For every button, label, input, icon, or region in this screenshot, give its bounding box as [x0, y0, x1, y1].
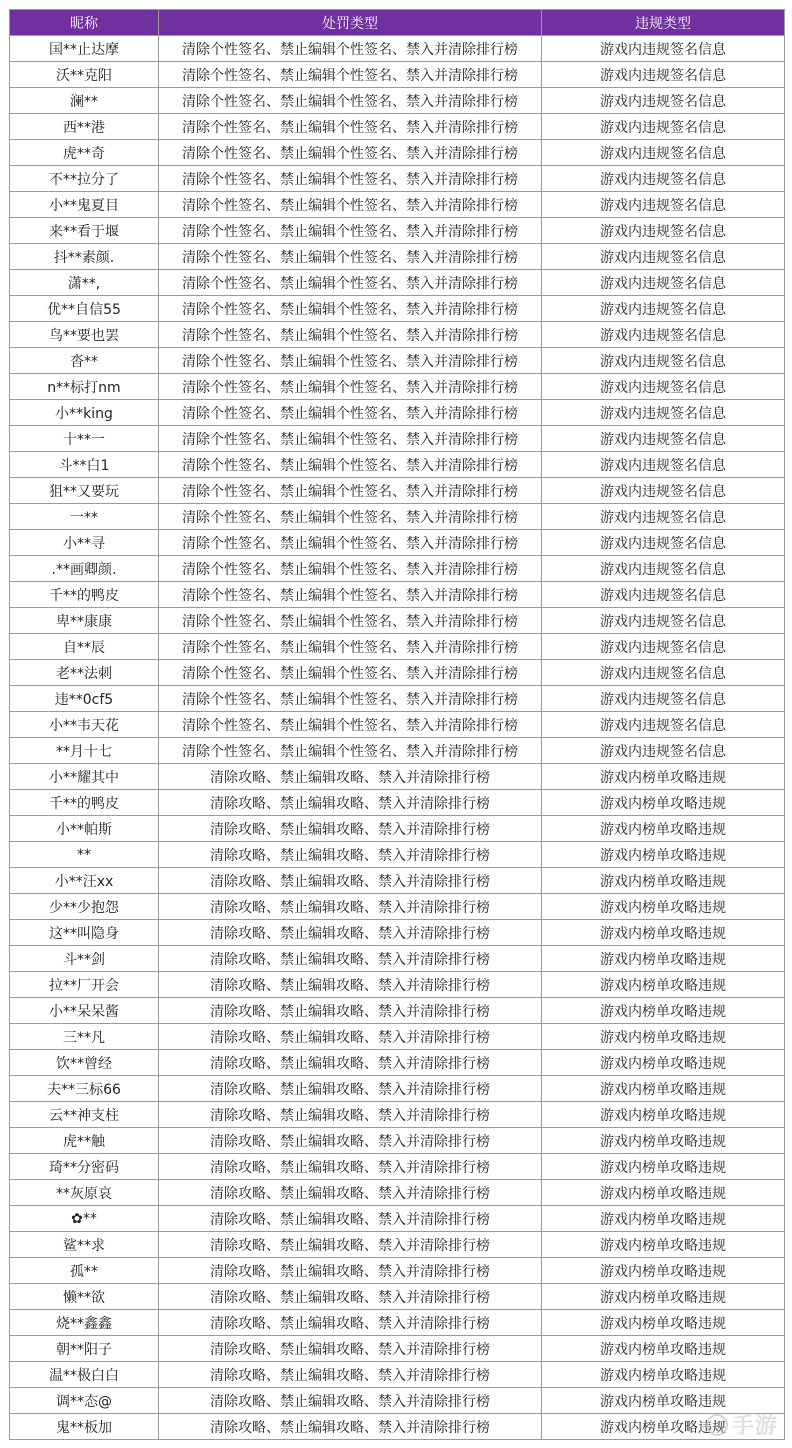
- cell-violation-type: 游戏内榜单攻略违规: [542, 1284, 785, 1310]
- cell-penalty-type: 清除个性签名、禁止编辑个性签名、禁入并清除排行榜: [159, 478, 542, 504]
- cell-nickname: 夫**三标66: [10, 1076, 159, 1102]
- cell-nickname: 鲨**求: [10, 1232, 159, 1258]
- cell-violation-type: 游戏内榜单攻略违规: [542, 1024, 785, 1050]
- cell-violation-type: 游戏内榜单攻略违规: [542, 1154, 785, 1180]
- cell-penalty-type: 清除个性签名、禁止编辑个性签名、禁入并清除排行榜: [159, 114, 542, 140]
- cell-violation-type: 游戏内违规签名信息: [542, 166, 785, 192]
- cell-nickname: 优**自信55: [10, 296, 159, 322]
- table-row: [10, 374, 785, 400]
- cell-nickname: 小**寻: [10, 530, 159, 556]
- cell-violation-type: 游戏内违规签名信息: [542, 140, 785, 166]
- cell-violation-type: 游戏内榜单攻略违规: [542, 1258, 785, 1284]
- cell-penalty-type: 清除个性签名、禁止编辑个性签名、禁入并清除排行榜: [159, 400, 542, 426]
- cell-nickname: 调**态@: [10, 1388, 159, 1414]
- cell-penalty-type: 清除攻略、禁止编辑攻略、禁入并清除排行榜: [159, 1180, 542, 1206]
- table-row: [10, 660, 785, 686]
- table-row: [10, 1076, 785, 1102]
- cell-nickname: 千**的鸭皮: [10, 582, 159, 608]
- cell-violation-type: 游戏内违规签名信息: [542, 348, 785, 374]
- cell-nickname: 违**0cf5: [10, 686, 159, 712]
- cell-violation-type: 游戏内榜单攻略违规: [542, 1310, 785, 1336]
- cell-nickname: 云**神支柱: [10, 1102, 159, 1128]
- cell-violation-type: 游戏内榜单攻略违规: [542, 1336, 785, 1362]
- table-row: [10, 1336, 785, 1362]
- header-nickname: 昵称: [10, 10, 159, 36]
- cell-penalty-type: 清除攻略、禁止编辑攻略、禁入并清除排行榜: [159, 842, 542, 868]
- cell-penalty-type: 清除攻略、禁止编辑攻略、禁入并清除排行榜: [159, 868, 542, 894]
- cell-penalty-type: 清除攻略、禁止编辑攻略、禁入并清除排行榜: [159, 764, 542, 790]
- cell-nickname: 澜**: [10, 88, 159, 114]
- table-row: [10, 1206, 785, 1232]
- cell-violation-type: 游戏内榜单攻略违规: [542, 868, 785, 894]
- table-row: [10, 868, 785, 894]
- cell-violation-type: 游戏内违规签名信息: [542, 478, 785, 504]
- cell-penalty-type: 清除攻略、禁止编辑攻略、禁入并清除排行榜: [159, 1362, 542, 1388]
- cell-violation-type: 游戏内榜单攻略违规: [542, 1128, 785, 1154]
- cell-penalty-type: 清除个性签名、禁止编辑个性签名、禁入并清除排行榜: [159, 582, 542, 608]
- cell-penalty-type: 清除个性签名、禁止编辑个性签名、禁入并清除排行榜: [159, 348, 542, 374]
- table-row: [10, 452, 785, 478]
- cell-penalty-type: 清除个性签名、禁止编辑个性签名、禁入并清除排行榜: [159, 192, 542, 218]
- table-header-row: [10, 10, 785, 36]
- cell-nickname: 不**拉分了: [10, 166, 159, 192]
- cell-nickname: 鬼**板加: [10, 1414, 159, 1440]
- table-row: [10, 62, 785, 88]
- table-row: [10, 426, 785, 452]
- cell-penalty-type: 清除攻略、禁止编辑攻略、禁入并清除排行榜: [159, 972, 542, 998]
- cell-penalty-type: 清除攻略、禁止编辑攻略、禁入并清除排行榜: [159, 946, 542, 972]
- cell-violation-type: 游戏内违规签名信息: [542, 582, 785, 608]
- table-row: [10, 114, 785, 140]
- cell-violation-type: 游戏内违规签名信息: [542, 556, 785, 582]
- cell-penalty-type: 清除攻略、禁止编辑攻略、禁入并清除排行榜: [159, 920, 542, 946]
- cell-violation-type: 游戏内违规签名信息: [542, 660, 785, 686]
- cell-nickname: 朝**阳子: [10, 1336, 159, 1362]
- table-row: [10, 1258, 785, 1284]
- cell-nickname: 西**港: [10, 114, 159, 140]
- cell-nickname: 狙**又要玩: [10, 478, 159, 504]
- cell-nickname: 三**凡: [10, 1024, 159, 1050]
- cell-violation-type: 游戏内违规签名信息: [542, 504, 785, 530]
- cell-penalty-type: 清除个性签名、禁止编辑个性签名、禁入并清除排行榜: [159, 452, 542, 478]
- table-row: [10, 1362, 785, 1388]
- cell-nickname: 少**少抱怨: [10, 894, 159, 920]
- cell-penalty-type: 清除攻略、禁止编辑攻略、禁入并清除排行榜: [159, 790, 542, 816]
- cell-nickname: 温**极白白: [10, 1362, 159, 1388]
- table-row: [10, 400, 785, 426]
- cell-penalty-type: 清除攻略、禁止编辑攻略、禁入并清除排行榜: [159, 1024, 542, 1050]
- cell-nickname: 沃**克阳: [10, 62, 159, 88]
- table-row: [10, 738, 785, 764]
- cell-violation-type: 游戏内榜单攻略违规: [542, 1076, 785, 1102]
- cell-violation-type: 游戏内违规签名信息: [542, 88, 785, 114]
- table-row: [10, 140, 785, 166]
- table-row: [10, 478, 785, 504]
- cell-nickname: 鸟**要也罢: [10, 322, 159, 348]
- cell-violation-type: 游戏内违规签名信息: [542, 322, 785, 348]
- cell-penalty-type: 清除个性签名、禁止编辑个性签名、禁入并清除排行榜: [159, 62, 542, 88]
- cell-violation-type: 游戏内违规签名信息: [542, 374, 785, 400]
- cell-nickname: 小**耀其中: [10, 764, 159, 790]
- cell-nickname: 小**帕斯: [10, 816, 159, 842]
- table-row: [10, 842, 785, 868]
- cell-penalty-type: 清除个性签名、禁止编辑个性签名、禁入并清除排行榜: [159, 608, 542, 634]
- penalty-table-container: [9, 9, 784, 1440]
- table-row: [10, 192, 785, 218]
- cell-nickname: 潇**,: [10, 270, 159, 296]
- cell-violation-type: 游戏内违规签名信息: [542, 530, 785, 556]
- cell-penalty-type: 清除个性签名、禁止编辑个性签名、禁入并清除排行榜: [159, 426, 542, 452]
- cell-nickname: 一**: [10, 504, 159, 530]
- header-violation-type: 违规类型: [542, 10, 785, 36]
- cell-nickname: 自**辰: [10, 634, 159, 660]
- cell-penalty-type: 清除个性签名、禁止编辑个性签名、禁入并清除排行榜: [159, 634, 542, 660]
- cell-violation-type: 游戏内榜单攻略违规: [542, 1050, 785, 1076]
- cell-nickname: 懒**欲: [10, 1284, 159, 1310]
- table-row: [10, 1102, 785, 1128]
- cell-violation-type: 游戏内违规签名信息: [542, 114, 785, 140]
- table-row: [10, 634, 785, 660]
- cell-violation-type: 游戏内违规签名信息: [542, 452, 785, 478]
- table-row: [10, 88, 785, 114]
- cell-penalty-type: 清除个性签名、禁止编辑个性签名、禁入并清除排行榜: [159, 140, 542, 166]
- table-row: [10, 764, 785, 790]
- cell-violation-type: 游戏内榜单攻略违规: [542, 972, 785, 998]
- cell-violation-type: 游戏内违规签名信息: [542, 738, 785, 764]
- table-row: [10, 894, 785, 920]
- cell-nickname: 千**的鸭皮: [10, 790, 159, 816]
- table-row: [10, 348, 785, 374]
- table-row: [10, 816, 785, 842]
- cell-violation-type: 游戏内违规签名信息: [542, 296, 785, 322]
- table-row: [10, 998, 785, 1024]
- cell-penalty-type: 清除个性签名、禁止编辑个性签名、禁入并清除排行榜: [159, 530, 542, 556]
- table-row: [10, 972, 785, 998]
- cell-penalty-type: 清除攻略、禁止编辑攻略、禁入并清除排行榜: [159, 1284, 542, 1310]
- cell-violation-type: 游戏内榜单攻略违规: [542, 1232, 785, 1258]
- cell-violation-type: 游戏内违规签名信息: [542, 270, 785, 296]
- table-row: [10, 218, 785, 244]
- table-row: [10, 1050, 785, 1076]
- cell-penalty-type: 清除个性签名、禁止编辑个性签名、禁入并清除排行榜: [159, 738, 542, 764]
- cell-nickname: 斗**剑: [10, 946, 159, 972]
- cell-violation-type: 游戏内榜单攻略违规: [542, 790, 785, 816]
- cell-penalty-type: 清除个性签名、禁止编辑个性签名、禁入并清除排行榜: [159, 166, 542, 192]
- cell-penalty-type: 清除攻略、禁止编辑攻略、禁入并清除排行榜: [159, 1310, 542, 1336]
- cell-penalty-type: 清除攻略、禁止编辑攻略、禁入并清除排行榜: [159, 816, 542, 842]
- table-row: [10, 608, 785, 634]
- cell-penalty-type: 清除攻略、禁止编辑攻略、禁入并清除排行榜: [159, 1102, 542, 1128]
- cell-violation-type: 游戏内违规签名信息: [542, 244, 785, 270]
- table-row: [10, 1232, 785, 1258]
- cell-nickname: **灰原哀: [10, 1180, 159, 1206]
- table-row: [10, 712, 785, 738]
- cell-penalty-type: 清除攻略、禁止编辑攻略、禁入并清除排行榜: [159, 1258, 542, 1284]
- cell-violation-type: 游戏内榜单攻略违规: [542, 764, 785, 790]
- cell-nickname: **: [10, 842, 159, 868]
- cell-violation-type: 游戏内榜单攻略违规: [542, 842, 785, 868]
- table-row: [10, 322, 785, 348]
- cell-penalty-type: 清除个性签名、禁止编辑个性签名、禁入并清除排行榜: [159, 504, 542, 530]
- cell-nickname: .**画卿颜.: [10, 556, 159, 582]
- cell-penalty-type: 清除个性签名、禁止编辑个性签名、禁入并清除排行榜: [159, 296, 542, 322]
- table-row: [10, 920, 785, 946]
- table-row: [10, 504, 785, 530]
- cell-penalty-type: 清除个性签名、禁止编辑个性签名、禁入并清除排行榜: [159, 556, 542, 582]
- cell-penalty-type: 清除个性签名、禁止编辑个性签名、禁入并清除排行榜: [159, 244, 542, 270]
- table-row: [10, 1284, 785, 1310]
- cell-penalty-type: 清除攻略、禁止编辑攻略、禁入并清除排行榜: [159, 1232, 542, 1258]
- cell-violation-type: 游戏内榜单攻略违规: [542, 894, 785, 920]
- table-row: [10, 1414, 785, 1440]
- cell-nickname: 斗**白1: [10, 452, 159, 478]
- table-row: [10, 556, 785, 582]
- table-row: [10, 166, 785, 192]
- cell-violation-type: 游戏内违规签名信息: [542, 218, 785, 244]
- table-row: [10, 530, 785, 556]
- table-row: [10, 270, 785, 296]
- table-row: [10, 582, 785, 608]
- cell-nickname: 拉**厂开会: [10, 972, 159, 998]
- table-body: [10, 36, 785, 1440]
- cell-nickname: 孤**: [10, 1258, 159, 1284]
- cell-penalty-type: 清除攻略、禁止编辑攻略、禁入并清除排行榜: [159, 1154, 542, 1180]
- cell-nickname: 这**叫隐身: [10, 920, 159, 946]
- cell-violation-type: 游戏内榜单攻略违规: [542, 946, 785, 972]
- table-row: [10, 36, 785, 62]
- cell-nickname: 烧**鑫鑫: [10, 1310, 159, 1336]
- cell-violation-type: 游戏内违规签名信息: [542, 426, 785, 452]
- cell-penalty-type: 清除个性签名、禁止编辑个性签名、禁入并清除排行榜: [159, 88, 542, 114]
- cell-penalty-type: 清除个性签名、禁止编辑个性签名、禁入并清除排行榜: [159, 322, 542, 348]
- cell-violation-type: 游戏内榜单攻略违规: [542, 1206, 785, 1232]
- cell-penalty-type: 清除攻略、禁止编辑攻略、禁入并清除排行榜: [159, 894, 542, 920]
- cell-violation-type: 游戏内榜单攻略违规: [542, 1414, 785, 1440]
- cell-penalty-type: 清除个性签名、禁止编辑个性签名、禁入并清除排行榜: [159, 36, 542, 62]
- table-row: [10, 790, 785, 816]
- cell-violation-type: 游戏内违规签名信息: [542, 608, 785, 634]
- cell-penalty-type: 清除攻略、禁止编辑攻略、禁入并清除排行榜: [159, 1414, 542, 1440]
- cell-penalty-type: 清除攻略、禁止编辑攻略、禁入并清除排行榜: [159, 1388, 542, 1414]
- cell-violation-type: 游戏内榜单攻略违规: [542, 1180, 785, 1206]
- cell-violation-type: 游戏内榜单攻略违规: [542, 1388, 785, 1414]
- table-row: [10, 1388, 785, 1414]
- cell-penalty-type: 清除攻略、禁止编辑攻略、禁入并清除排行榜: [159, 1206, 542, 1232]
- cell-violation-type: 游戏内榜单攻略违规: [542, 816, 785, 842]
- cell-violation-type: 游戏内榜单攻略违规: [542, 1362, 785, 1388]
- table-row: [10, 1180, 785, 1206]
- header-penalty-type: 处罚类型: [159, 10, 542, 36]
- cell-nickname: 小**king: [10, 400, 159, 426]
- cell-nickname: 琦**分密码: [10, 1154, 159, 1180]
- table-row: [10, 1128, 785, 1154]
- cell-penalty-type: 清除攻略、禁止编辑攻略、禁入并清除排行榜: [159, 998, 542, 1024]
- cell-nickname: 小**汪xx: [10, 868, 159, 894]
- cell-nickname: 饮**曾经: [10, 1050, 159, 1076]
- cell-penalty-type: 清除个性签名、禁止编辑个性签名、禁入并清除排行榜: [159, 374, 542, 400]
- cell-penalty-type: 清除攻略、禁止编辑攻略、禁入并清除排行榜: [159, 1336, 542, 1362]
- cell-violation-type: 游戏内违规签名信息: [542, 36, 785, 62]
- cell-penalty-type: 清除个性签名、禁止编辑个性签名、禁入并清除排行榜: [159, 686, 542, 712]
- cell-nickname: 小**韦天花: [10, 712, 159, 738]
- cell-nickname: 来**看于堰: [10, 218, 159, 244]
- cell-nickname: n**标打nm: [10, 374, 159, 400]
- cell-penalty-type: 清除攻略、禁止编辑攻略、禁入并清除排行榜: [159, 1076, 542, 1102]
- cell-penalty-type: 清除个性签名、禁止编辑个性签名、禁入并清除排行榜: [159, 712, 542, 738]
- cell-penalty-type: 清除攻略、禁止编辑攻略、禁入并清除排行榜: [159, 1128, 542, 1154]
- cell-penalty-type: 清除攻略、禁止编辑攻略、禁入并清除排行榜: [159, 1050, 542, 1076]
- cell-violation-type: 游戏内榜单攻略违规: [542, 1102, 785, 1128]
- cell-violation-type: 游戏内违规签名信息: [542, 400, 785, 426]
- cell-penalty-type: 清除个性签名、禁止编辑个性签名、禁入并清除排行榜: [159, 270, 542, 296]
- cell-violation-type: 游戏内违规签名信息: [542, 686, 785, 712]
- table-row: [10, 296, 785, 322]
- table-row: [10, 244, 785, 270]
- table-row: [10, 686, 785, 712]
- cell-nickname: 国**止达摩: [10, 36, 159, 62]
- cell-nickname: **月十七: [10, 738, 159, 764]
- table-row: [10, 1154, 785, 1180]
- cell-penalty-type: 清除个性签名、禁止编辑个性签名、禁入并清除排行榜: [159, 660, 542, 686]
- cell-nickname: 小**鬼夏目: [10, 192, 159, 218]
- cell-penalty-type: 清除个性签名、禁止编辑个性签名、禁入并清除排行榜: [159, 218, 542, 244]
- cell-nickname: 卑**康康: [10, 608, 159, 634]
- cell-nickname: 十**一: [10, 426, 159, 452]
- table-row: [10, 946, 785, 972]
- cell-nickname: 沓**: [10, 348, 159, 374]
- cell-violation-type: 游戏内违规签名信息: [542, 634, 785, 660]
- table-row: [10, 1024, 785, 1050]
- cell-violation-type: 游戏内榜单攻略违规: [542, 920, 785, 946]
- cell-violation-type: 游戏内违规签名信息: [542, 62, 785, 88]
- cell-violation-type: 游戏内违规签名信息: [542, 712, 785, 738]
- watermark-text: 手游: [731, 1414, 778, 1439]
- cell-nickname: 虎**触: [10, 1128, 159, 1154]
- cell-nickname: ✿**: [10, 1206, 159, 1232]
- penalty-table: [9, 9, 785, 1440]
- cell-nickname: 老**法刺: [10, 660, 159, 686]
- cell-violation-type: 游戏内违规签名信息: [542, 192, 785, 218]
- cell-nickname: 虎**奇: [10, 140, 159, 166]
- cell-nickname: 抖**素颜.: [10, 244, 159, 270]
- cell-nickname: 小**呆呆酱: [10, 998, 159, 1024]
- table-row: [10, 1310, 785, 1336]
- cell-violation-type: 游戏内榜单攻略违规: [542, 998, 785, 1024]
